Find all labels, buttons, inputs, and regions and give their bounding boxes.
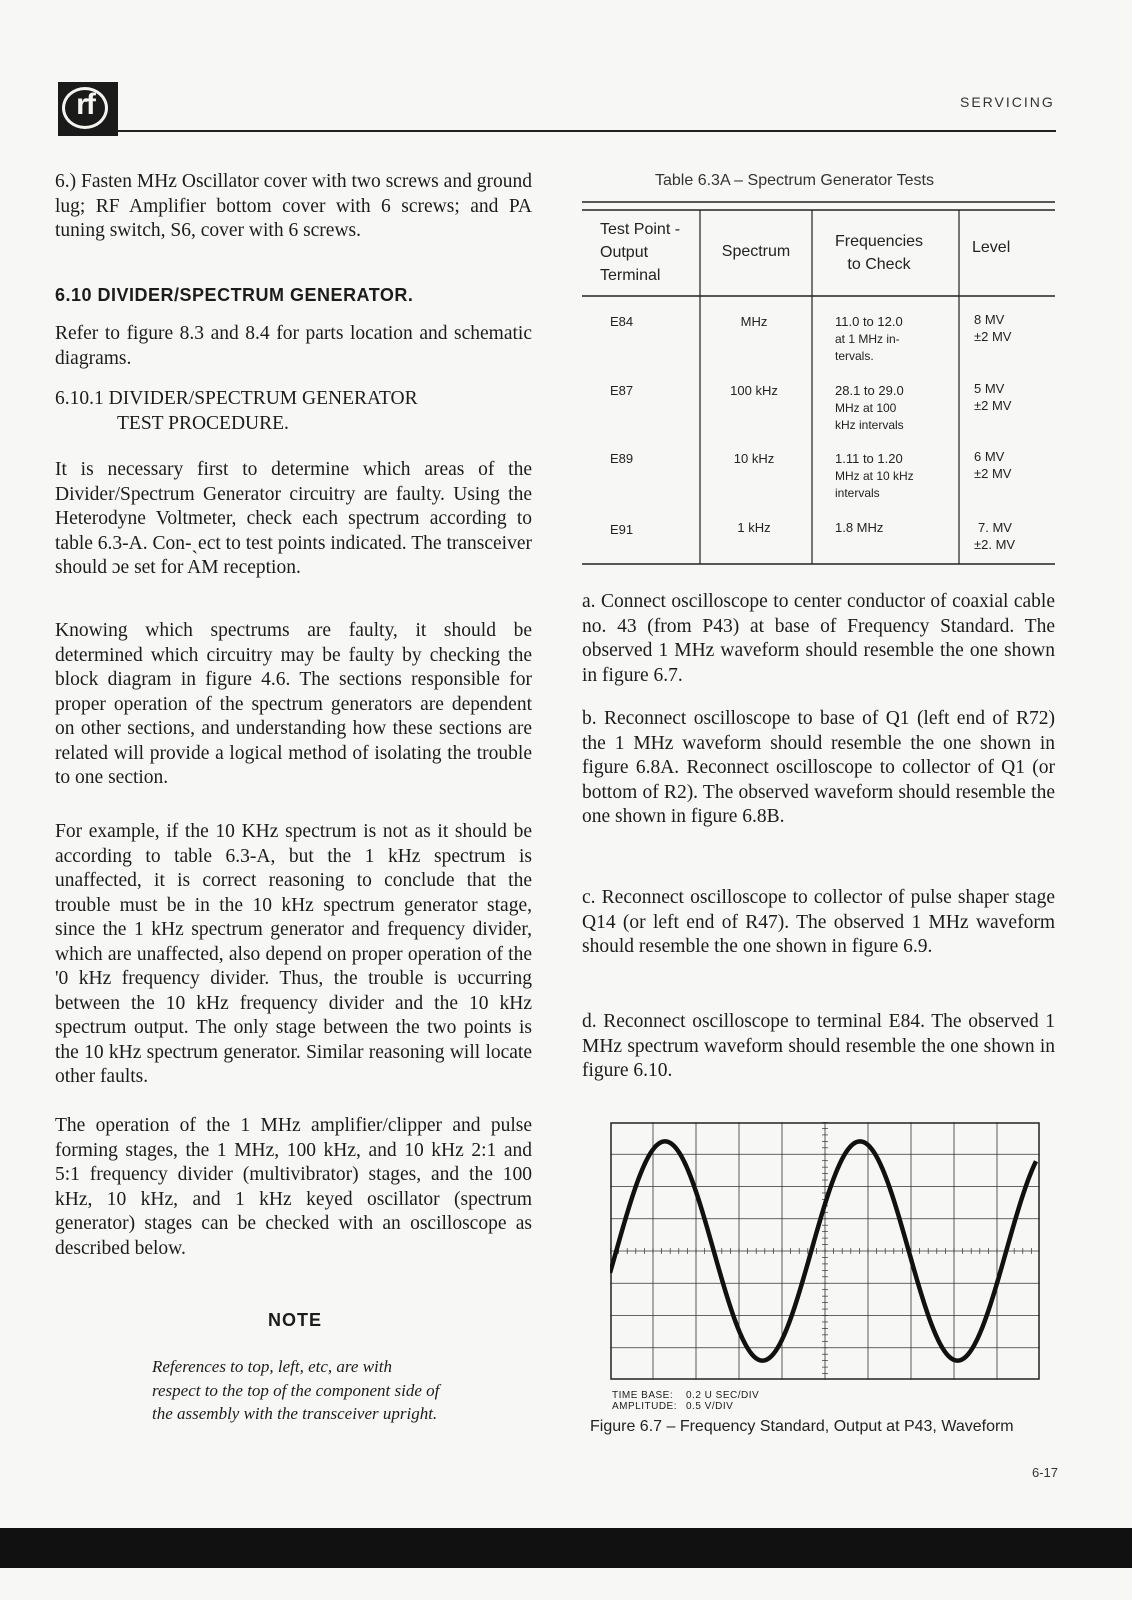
cell-spectrum: 1 kHz <box>737 520 771 535</box>
scan-edge-band <box>0 1528 1132 1568</box>
cell-freq: tervals. <box>835 349 874 363</box>
cell-freq: 1.8 MHz <box>835 520 884 535</box>
cell-freq: 1.11 to 1.20 <box>835 451 903 466</box>
amplitude-value: 0.5 V/DIV <box>686 1401 734 1412</box>
oscilloscope-waveform-figure <box>610 1122 1040 1380</box>
time-base-label: TIME BASE: <box>612 1390 674 1401</box>
para-necessary: It is necessary first to determine which areas of the Divider/Spectrum Generator circuitry are faulty. Using the Heterodyne Voltmeter, check each spectrum according to table 6.3-A. Con-ˏect to test points indicated. The transceiver should ɔe set for AM reception. <box>55 459 532 578</box>
hdr-col1-line2: Output <box>600 244 649 261</box>
section-heading-6-10: 6.10 DIVIDER/SPECTRUM GENERATOR. <box>55 285 414 305</box>
note-title: NOTE <box>268 1310 323 1330</box>
subsection-heading-6-10-1 <box>55 387 418 436</box>
cell-level: 5 MV <box>974 381 1005 396</box>
cell-freq: MHz at 100 <box>835 401 897 415</box>
hdr-col1-line1: Test Point - <box>600 221 681 238</box>
step-d: d. Reconnect oscilloscope to terminal E84. The observed 1 MHz spectrum waveform should resemble the one shown in figure 6.10. <box>582 1011 1055 1081</box>
cell-freq: at 1 MHz in- <box>835 332 900 346</box>
cell-spectrum: MHz <box>740 314 768 329</box>
cell-level: ±2 MV <box>974 398 1012 413</box>
cell-level: 7. MV <box>978 520 1012 535</box>
cell-freq: intervals <box>835 486 880 500</box>
cell-level: 6 MV <box>974 449 1005 464</box>
para-refer: Refer to figure 8.3 and 8.4 for parts location and schematic diagrams. <box>55 323 532 369</box>
note-body: References to top, left, etc, are with respect to the top of the component side of the assembly with the transceiver upright. <box>152 1357 440 1423</box>
para-knowing: Knowing which spectrums are faulty, it should be determined which circuitry may be faulty by checking the block diagram in figure 4.6. The sections responsible for proper operation of the spectrum generators are dependent on other sections, and understanding how these sections are related will provide a logical method of isolating the trouble to one section. <box>55 620 532 788</box>
hdr-col3-line1: Frequencies <box>834 233 924 250</box>
cell-terminal: E89 <box>610 451 634 466</box>
rf-logo <box>58 82 118 136</box>
cell-level: ±2 MV <box>974 329 1012 344</box>
scope-settings <box>612 1390 759 1412</box>
amplitude-label: AMPLITUDE: <box>612 1401 678 1412</box>
cell-terminal: E91 <box>610 522 634 537</box>
cell-level: 8 MV <box>974 312 1005 327</box>
time-base-value: 0.2 U SEC/DIV <box>686 1390 760 1401</box>
step-c: c. Reconnect oscilloscope to collector of pulse shaper stage Q14 (or left end of R47). The observed 1 MHz waveform should resemble the one shown in figure 6.9. <box>582 887 1055 957</box>
step-b: b. Reconnect oscilloscope to base of Q1 (left end of R72) the 1 MHz waveform should resemble the one shown in figure 6.8A. Reconnect oscilloscope to collector of Q1 (or bottom of R2). The observed waveform should resemble the one shown in figure 6.8B. <box>582 708 1055 827</box>
figure-caption: Figure 6.7 – Frequency Standard, Output at P43, Waveform <box>590 1418 1014 1435</box>
hdr-col4: Level <box>972 239 1011 256</box>
cell-terminal: E87 <box>610 383 634 398</box>
cell-freq: 11.0 to 12.0 <box>835 314 903 329</box>
hdr-col1-line3: Terminal <box>600 267 661 284</box>
page-number: 6-17 <box>1032 1465 1059 1480</box>
cell-terminal: E84 <box>610 314 634 329</box>
spectrum-table <box>582 200 1055 575</box>
para-step-6: 6.) Fasten MHz Oscillator cover with two screws and ground lug; RF Amplifier bottom cover with 6 screws; and PA tuning switch, S6, cover with 6 screws. <box>55 171 532 241</box>
para-operation: The operation of the 1 MHz amplifier/clipper and pulse forming stages, the 1 MHz, 100 kHz, and 10 kHz 2:1 and 5:1 frequency divider (multivibrator) stages, and the 100 kHz, 10 kHz, and 1 kHz keyed oscillator (spectrum generator) stages can be checked with an oscilloscope as described below. <box>55 1115 532 1259</box>
table-caption: Table 6.3A – Spectrum Generator Tests <box>655 172 934 189</box>
subhead-line-2: TEST PROCEDURE. <box>117 412 289 434</box>
header-rule <box>116 130 1056 132</box>
cell-spectrum: 10 kHz <box>733 451 775 466</box>
cell-freq: MHz at 10 kHz <box>835 469 914 483</box>
cell-freq: 28.1 to 29.0 <box>835 383 904 398</box>
running-head: SERVICING <box>960 94 1055 110</box>
step-a: a. Connect oscilloscope to center conductor of coaxial cable no. 43 (from P43) at base of Frequency Standard. The observed 1 MHz waveform should resemble the one shown in figure 6.7. <box>582 591 1055 686</box>
logo-text: rf <box>76 88 94 121</box>
subhead-line-1: 6.10.1 DIVIDER/SPECTRUM GENERATOR <box>55 388 418 409</box>
hdr-col2: Spectrum <box>721 243 791 260</box>
para-example: For example, if the 10 KHz spectrum is not as it should be according to table 6.3-A, but the 1 kHz spectrum is unaffected, it is correct reasoning to conclude that the trouble must be in the 10 kHz spectrum generator stage, since the 1 kHz spectrum generator and frequency divider, which are unaffected, also depend on proper operation of the '0 kHz frequency divider. Thus, the trouble is υccurring between the 10 kHz frequency divider and the 10 kHz spectrum output. The only stage between the two points is the 10 kHz spectrum generator. Similar reasoning will locate other faults. <box>55 821 532 1087</box>
hdr-col3-line2: to Check <box>847 256 911 273</box>
cell-level: ±2. MV <box>974 537 1016 552</box>
cell-freq: kHz intervals <box>835 418 904 432</box>
cell-level: ±2 MV <box>974 466 1012 481</box>
cell-spectrum: 100 kHz <box>730 383 778 398</box>
